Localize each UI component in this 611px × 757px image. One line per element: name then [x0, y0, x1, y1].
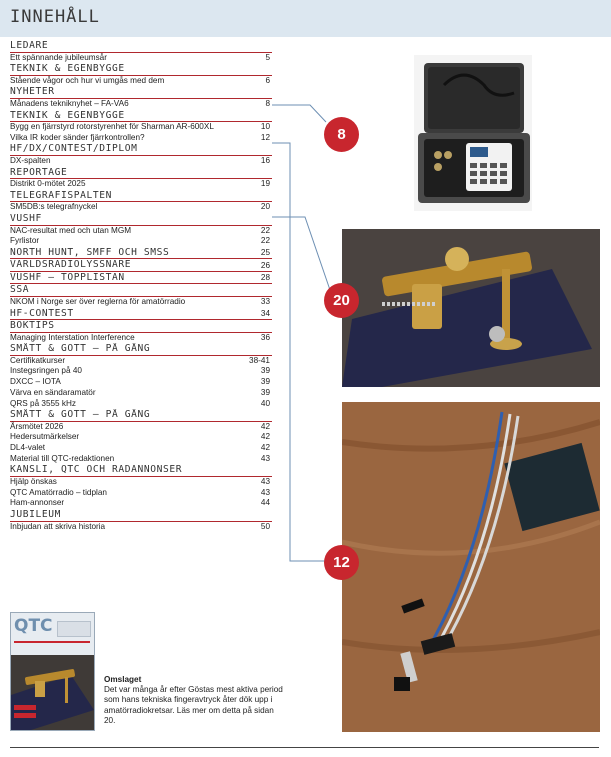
toc-entry-page: 43	[260, 476, 270, 486]
toc-entry-title: Distrikt 0-mötet 2025	[10, 179, 86, 189]
toc-section-heading: LEDARE	[10, 40, 272, 53]
toc-section-heading: SMÅTT & GOTT – PÅ GÅNG	[10, 343, 272, 356]
toc-entry-page: 19	[260, 179, 270, 189]
toc-section-heading: HF-CONTEST	[10, 308, 272, 321]
toc-entry-title: Stående vågor och hur vi umgås med dem	[10, 75, 165, 85]
page-badge-8[interactable]: 8	[324, 117, 359, 152]
toc-entry-page: 38-41	[249, 355, 270, 365]
toc-section-heading: REPORTAGE	[10, 167, 272, 180]
cover-caption-text: Det var många år efter Göstas mest aktiva period som hans tekniska fingeravtryck åter dök upp i amatörradiokretsar. Läs mer om detta på sidan 20.	[104, 685, 283, 725]
page-badge-12[interactable]: 12	[324, 545, 359, 580]
toc-entry-title: Årsmötet 2026	[10, 421, 64, 431]
cover-caption-title: Omslaget	[104, 675, 142, 684]
toc-entry-title: DXCC – IOTA	[10, 377, 61, 387]
toc-entry-page: 22	[260, 225, 270, 235]
page-badge-20[interactable]: 20	[324, 283, 359, 318]
toc-entry-title: NAC-resultat med och utan MGM	[10, 225, 132, 235]
toc-entry-title: SM5DB:s telegrafnyckel	[10, 202, 98, 212]
toc-entry-page: 39	[260, 377, 270, 387]
toc-entry-title: Bygg en fjärrstyrd rotorstyrenhet för Sharman AR-600XL	[10, 122, 214, 132]
toc-section-heading: JUBILEUM	[10, 509, 272, 522]
toc-entry-title: Certifikatkurser	[10, 355, 66, 365]
toc-entry-page: 8	[265, 98, 270, 108]
toc-entry-title: QRS på 3555 kHz	[10, 398, 76, 408]
toc-section-heading: NYHETER	[10, 86, 272, 99]
toc-entry-title: DX-spalten	[10, 155, 51, 165]
toc-entry-page: 33	[260, 296, 270, 306]
toc-section-heading: TEKNIK & EGENBYGGE	[10, 63, 272, 76]
cover-image	[11, 655, 94, 730]
toc-entry-page: 25	[260, 248, 270, 258]
toc-section-heading: TEKNIK & EGENBYGGE	[10, 110, 272, 123]
toc-entry-page: 42	[260, 443, 270, 453]
toc-section-heading: VUSHF – TOPPLISTAN	[10, 272, 272, 285]
toc-entry-page: 39	[260, 387, 270, 397]
toc-entry-title: Inbjudan att skriva historia	[10, 521, 106, 531]
toc-entry-page: 42	[260, 421, 270, 431]
toc-section-heading: KANSLI, QTC OCH RADANNONSER	[10, 464, 272, 477]
cover-stripe	[14, 641, 90, 643]
toc-entry-page: 20	[260, 202, 270, 212]
toc-section-heading: HF/DX/CONTEST/DIPLOM	[10, 143, 272, 156]
toc-entry-page: 12	[260, 132, 270, 142]
toc-entry-page: 43	[260, 453, 270, 463]
toc-entry-title: Ett spännande jubileumsår	[10, 52, 107, 62]
toc-entry-title: NKOM i Norge ser över reglerna för amatörradio	[10, 296, 186, 306]
toc-section-heading: NORTH HUNT, SMFF OCH SMSS	[10, 247, 272, 260]
toc-entry-page: 6	[265, 75, 270, 85]
toc-entry-page: 26	[260, 260, 270, 270]
toc-entry-page: 28	[260, 273, 270, 283]
toc-entry-title: Hedersutmärkelser	[10, 432, 80, 442]
toc-entry-title: Värva en sändaramatör	[10, 387, 96, 397]
toc-entry-page: 50	[260, 521, 270, 531]
toc-entry-title: DL4-valet	[10, 443, 46, 453]
toc-entry-title: Material till QTC-redaktionen	[10, 453, 115, 463]
toc-entry-title: Hjälp önskas	[10, 476, 57, 486]
toc-entry-page: 16	[260, 155, 270, 165]
toc-entry-title: Managing Interstation Interference	[10, 332, 135, 342]
toc-section-heading: BOKTIPS	[10, 320, 272, 333]
cover-mastbox	[57, 621, 91, 637]
cover-caption	[104, 675, 284, 726]
toc-entry-page: 34	[260, 309, 270, 319]
bottom-rule	[10, 747, 599, 748]
toc-section-heading: VÄRLDSRADIOLYSSNARE	[10, 259, 272, 272]
toc-entry-title: Vilka IR koder sänder fjärrkontrollen?	[10, 132, 145, 142]
toc-entry-title: QTC Amatörradio – tidplan	[10, 487, 107, 497]
cover-logo: QTC	[14, 616, 53, 636]
toc-section-heading: VUSHF	[10, 213, 272, 226]
toc-entry-page: 36	[260, 332, 270, 342]
toc-entry-title: Instegsringen på 40	[10, 366, 82, 376]
toc-entry-page: 39	[260, 366, 270, 376]
toc-entry-page: 44	[260, 498, 270, 508]
toc-entry-page: 42	[260, 432, 270, 442]
toc-entry-page: 40	[260, 398, 270, 408]
page-title: INNEHÅLL	[10, 7, 100, 27]
toc-entry-page: 10	[260, 122, 270, 132]
toc-section-heading: SSA	[10, 284, 272, 297]
toc-entry-page: 5	[265, 52, 270, 62]
toc-entry-title: Månadens tekniknyhet – FA-VA6	[10, 98, 129, 108]
toc-entry-page: 43	[260, 487, 270, 497]
toc-entry-title: Ham-annonser	[10, 498, 65, 508]
toc-section-heading: SMÅTT & GOTT – PÅ GÅNG	[10, 409, 272, 422]
toc-section-heading: TELEGRAFISPALTEN	[10, 190, 272, 203]
cover-thumbnail[interactable]	[10, 612, 95, 731]
toc-entry-title: Fyrlistor	[10, 236, 40, 246]
toc-entry-page: 22	[260, 236, 270, 246]
